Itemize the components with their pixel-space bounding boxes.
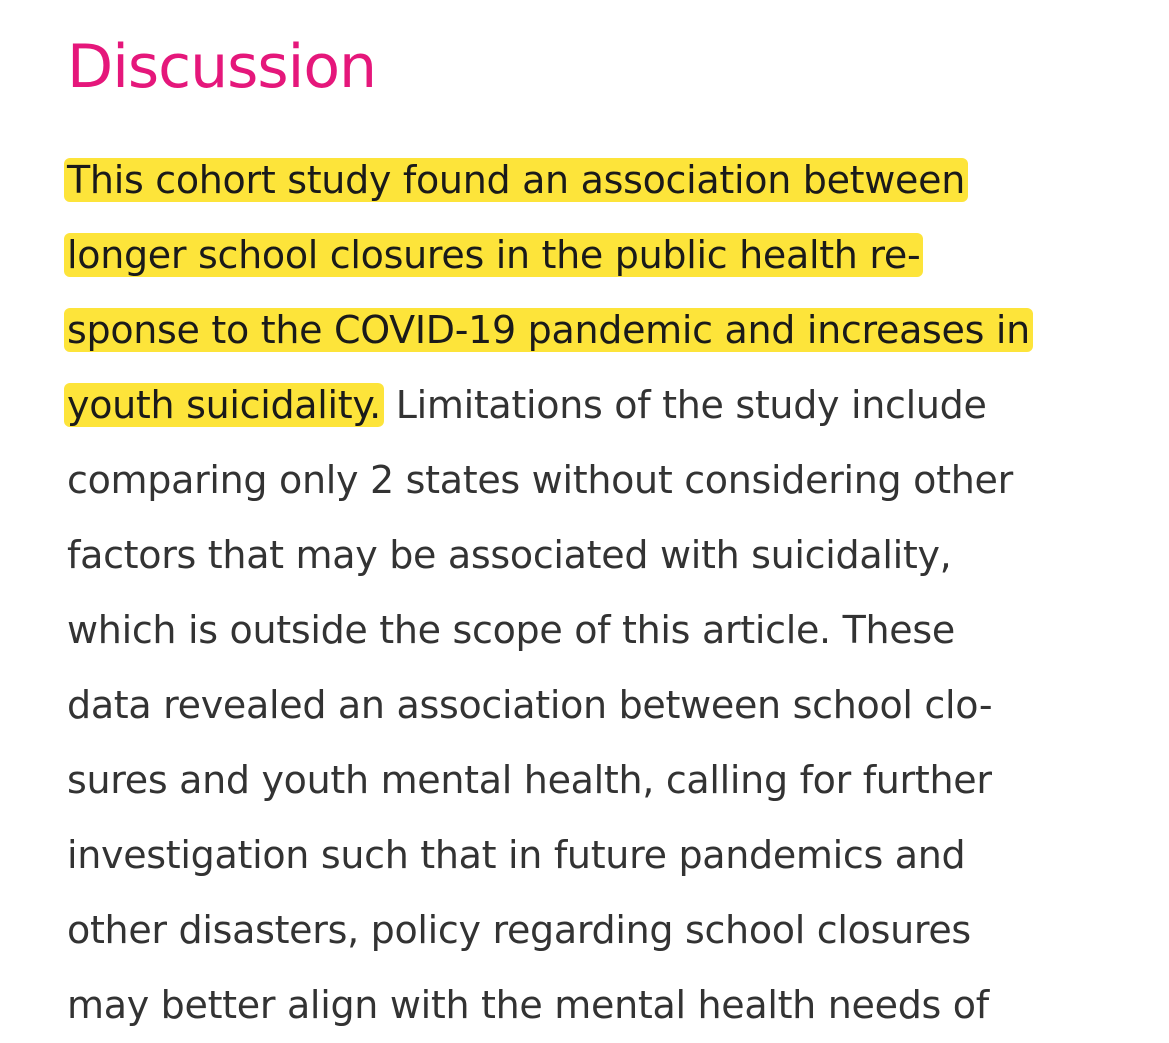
body-text: may better align with the mental health needs of (67, 983, 989, 1027)
highlighted-text[interactable]: sponse to the COVID-19 pandemic and increases in (64, 308, 1033, 352)
paragraph-line-cutoff (67, 968, 989, 1043)
paragraph-line (67, 368, 987, 443)
body-text: data revealed an association between school clo- (67, 683, 993, 727)
highlighted-text[interactable]: This cohort study found an association between (64, 158, 968, 202)
paragraph-line (67, 818, 965, 893)
paragraph-line (67, 218, 923, 293)
body-text: comparing only 2 states without considering other (67, 458, 1013, 502)
paragraph-line (67, 668, 992, 743)
paragraph-line (67, 293, 1033, 368)
section-heading: Discussion (67, 32, 377, 102)
highlighted-text[interactable]: longer school closures in the public health re- (64, 233, 923, 277)
paragraph-line (67, 893, 971, 968)
body-text: other disasters, policy regarding school closures (67, 908, 971, 952)
body-text: Limitations of the study include (383, 383, 987, 427)
body-text: sures and youth mental health, calling for further (67, 758, 992, 802)
body-text: factors that may be associated with suicidality, (67, 533, 952, 577)
paragraph-line (67, 443, 1013, 518)
paragraph-line (67, 743, 992, 818)
highlighted-text[interactable]: youth suicidality. (64, 383, 384, 427)
paragraph-line (67, 143, 968, 218)
body-text: which is outside the scope of this article. These (67, 608, 955, 652)
body-text: investigation such that in future pandemics and (67, 833, 966, 877)
paragraph-line (67, 593, 955, 668)
paragraph-line (67, 518, 951, 593)
